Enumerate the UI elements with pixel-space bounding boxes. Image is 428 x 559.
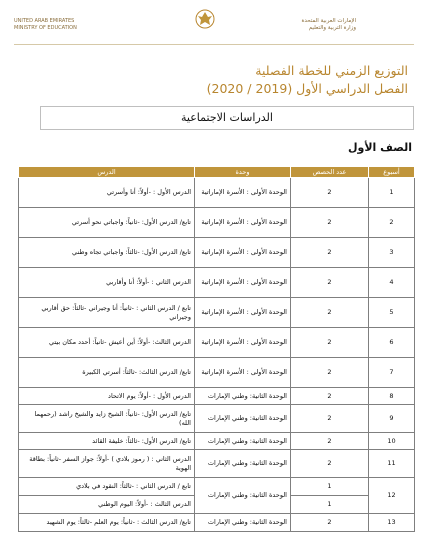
unit-cell: الوحدة الثانية: وطني الإمارات bbox=[195, 478, 291, 514]
lesson-cell: تابع / الدرس الثاني : -ثالثاً: النقود في بلادي bbox=[19, 478, 195, 496]
header-unit: وحدة bbox=[195, 167, 291, 178]
table-row bbox=[19, 478, 415, 496]
header-count: عدد الحصص bbox=[291, 167, 369, 178]
header-week: أسبوع bbox=[369, 167, 415, 178]
week-cell: 9 bbox=[369, 405, 415, 433]
lesson-cell: الدرس الأول : -أولاً: يوم الاتحاد bbox=[19, 388, 195, 405]
ministry-ar-line2: وزارة التربية والتعليم bbox=[308, 25, 356, 31]
unit-cell: الوحدة الثانية: وطني الإمارات bbox=[195, 405, 291, 433]
week-cell: 2 bbox=[369, 208, 415, 238]
count-cell: 2 bbox=[291, 238, 369, 268]
unit-cell: الوحدة الأولى : الأسرة الإماراتية bbox=[195, 268, 291, 298]
document-header bbox=[0, 0, 428, 60]
lesson-cell: تابع/ الدرس الأول: -ثانياً: واجباتي نحو أسرتي bbox=[19, 208, 195, 238]
week-cell: 7 bbox=[369, 358, 415, 388]
uae-falcon-emblem-icon bbox=[194, 8, 216, 30]
unit-cell: الوحدة الأولى : الأسرة الإماراتية bbox=[195, 328, 291, 358]
ministry-ar-line1: الإمارات العربية المتحدة bbox=[301, 18, 356, 24]
unit-cell: الوحدة الثانية: وطني الإمارات bbox=[195, 388, 291, 405]
lesson-cell: تابع/ الدرس الأول: -ثانياً: الشيخ زايد والشيخ راشد (رحمهما الله) bbox=[19, 405, 195, 433]
count-cell: 2 bbox=[291, 405, 369, 433]
unit-cell: الوحدة الأولى : الأسرة الإماراتية bbox=[195, 178, 291, 208]
table-row bbox=[19, 268, 415, 298]
title-line1: التوزيع الزمني للخطة الفصلية bbox=[255, 63, 408, 78]
count-cell: 2 bbox=[291, 298, 369, 328]
count-cell: 2 bbox=[291, 450, 369, 478]
table-row bbox=[19, 433, 415, 450]
lesson-cell: تابع/ الدرس الثالث: -ثالثاً: أسرتي الكبيرة bbox=[19, 358, 195, 388]
grade-heading: الصف الأول bbox=[347, 141, 412, 154]
title-line2: الفصل الدراسي الأول (2019 / 2020) bbox=[206, 81, 408, 96]
week-cell: 13 bbox=[369, 514, 415, 532]
ministry-name-en bbox=[14, 18, 77, 32]
ministry-name-ar bbox=[301, 18, 356, 32]
unit-cell: الوحدة الثانية: وطني الإمارات bbox=[195, 450, 291, 478]
table-row bbox=[19, 298, 415, 328]
lesson-cell: تابع/ الدرس الأول: -ثالثاً: خليفة القائد bbox=[19, 433, 195, 450]
header-divider bbox=[14, 44, 414, 45]
week-cell: 6 bbox=[369, 328, 415, 358]
ministry-en-line1: UNITED ARAB EMIRATES bbox=[14, 18, 75, 24]
table-row bbox=[19, 450, 415, 478]
week-cell: 12 bbox=[369, 478, 415, 514]
week-cell: 10 bbox=[369, 433, 415, 450]
count-cell: 1 bbox=[291, 496, 369, 514]
week-cell: 5 bbox=[369, 298, 415, 328]
count-cell: 2 bbox=[291, 268, 369, 298]
unit-cell: الوحدة الأولى : الأسرة الإماراتية bbox=[195, 208, 291, 238]
lesson-cell: تابع / الدرس الثاني : -ثانياً: أنا وجيراني -ثالثاً: حق أقاربي وجيراني bbox=[19, 298, 195, 328]
count-cell: 1 bbox=[291, 478, 369, 496]
table-row bbox=[19, 405, 415, 433]
lesson-cell: تابع/ الدرس الثالث : -ثانياً: يوم العلم -ثالثاً: يوم الشهيد bbox=[19, 514, 195, 532]
table-row bbox=[19, 514, 415, 532]
week-cell: 8 bbox=[369, 388, 415, 405]
ministry-en-line2: MINISTRY OF EDUCATION bbox=[14, 25, 77, 31]
lesson-cell: الدرس الثاني : -أولاً: أنا وأقاربي bbox=[19, 268, 195, 298]
count-cell: 2 bbox=[291, 433, 369, 450]
header-lesson: الدرس bbox=[19, 167, 195, 178]
table-row bbox=[19, 328, 415, 358]
week-cell: 11 bbox=[369, 450, 415, 478]
lesson-cell: الدرس الثالث : -أولاً: اليوم الوطني bbox=[19, 496, 195, 514]
lesson-cell: الدرس الأول : -أولاً: أنا وأسرتي bbox=[19, 178, 195, 208]
unit-cell: الوحدة الأولى : الأسرة الإماراتية bbox=[195, 238, 291, 268]
count-cell: 2 bbox=[291, 388, 369, 405]
week-cell: 4 bbox=[369, 268, 415, 298]
count-cell: 2 bbox=[291, 328, 369, 358]
table-row bbox=[19, 178, 415, 208]
schedule-table bbox=[18, 166, 415, 532]
unit-cell: الوحدة الثانية: وطني الإمارات bbox=[195, 514, 291, 532]
table-row bbox=[19, 388, 415, 405]
table-row bbox=[19, 208, 415, 238]
unit-cell: الوحدة الأولى : الأسرة الإماراتية bbox=[195, 358, 291, 388]
week-cell: 3 bbox=[369, 238, 415, 268]
unit-cell: الوحدة الثانية: وطني الإمارات bbox=[195, 433, 291, 450]
count-cell: 2 bbox=[291, 208, 369, 238]
table-header-row bbox=[19, 167, 415, 178]
count-cell: 2 bbox=[291, 358, 369, 388]
lesson-cell: الدرس الثاني : ( رموز بلادي ) -أولاً: جواز السفر -ثانياً: بطاقة الهوية bbox=[19, 450, 195, 478]
week-cell: 1 bbox=[369, 178, 415, 208]
document-title bbox=[207, 62, 408, 98]
table-row bbox=[19, 238, 415, 268]
unit-cell: الوحدة الأولى : الأسرة الإماراتية bbox=[195, 298, 291, 328]
subject-title: الدراسات الاجتماعية bbox=[40, 106, 414, 130]
count-cell: 2 bbox=[291, 514, 369, 532]
lesson-cell: الدرس الثالث: -أولاً: أين أعيش -ثانياً: أحدد مكان بيتي bbox=[19, 328, 195, 358]
table-row bbox=[19, 358, 415, 388]
count-cell: 2 bbox=[291, 178, 369, 208]
lesson-cell: تابع/ الدرس الأول: -ثالثاً: واجباتي تجاه وطني bbox=[19, 238, 195, 268]
